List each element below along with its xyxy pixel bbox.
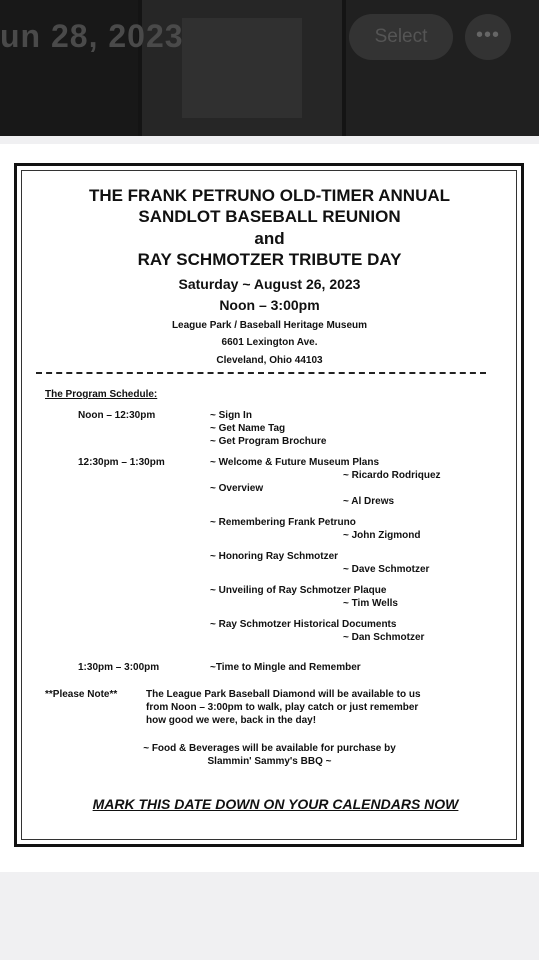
schedule-speaker: ~ Tim Wells — [343, 598, 398, 609]
event-venue: League Park / Baseball Heritage Museum — [171, 320, 368, 331]
food-note: ~ Food & Beverages will be available for purchase by — [143, 743, 396, 754]
select-button[interactable]: Select — [349, 14, 453, 60]
date-title: un 28, 2023 — [0, 18, 184, 54]
divider — [36, 372, 486, 374]
schedule-heading: The Program Schedule: — [45, 389, 158, 400]
thumbnail-image — [182, 18, 302, 118]
schedule-item: ~Time to Mingle and Remember — [210, 662, 361, 673]
flyer-title-and: and — [254, 229, 285, 248]
schedule-time: 1:30pm – 3:00pm — [78, 662, 160, 673]
event-date: Saturday ~ August 26, 2023 — [178, 276, 361, 292]
schedule-speaker: ~ Dan Schmotzer — [343, 632, 425, 643]
schedule-item: ~ Remembering Frank Petruno — [210, 517, 356, 528]
event-time: Noon – 3:00pm — [219, 297, 320, 313]
schedule-time: Noon – 12:30pm — [78, 410, 156, 421]
more-options-icon[interactable]: ••• — [465, 14, 511, 60]
note-text: The League Park Baseball Diamond will be available to us — [146, 689, 421, 700]
calendar-reminder: MARK THIS DATE DOWN ON YOUR CALENDARS NOW — [92, 796, 459, 812]
flyer-title-line3: RAY SCHMOTZER TRIBUTE DAY — [137, 250, 402, 269]
flyer-title-line1: THE FRANK PETRUNO OLD-TIMER ANNUAL — [88, 186, 451, 205]
schedule-item: ~ Unveiling of Ray Schmotzer Plaque — [210, 585, 387, 596]
note-label: **Please Note** — [45, 689, 118, 700]
schedule-speaker: ~ Ricardo Rodriquez — [343, 470, 441, 481]
schedule-item: ~ Overview — [210, 483, 264, 494]
schedule-time: 12:30pm – 1:30pm — [78, 457, 165, 468]
schedule-item: ~ Welcome & Future Museum Plans — [210, 457, 380, 468]
note-text: from Noon – 3:00pm to walk, play catch or just remember — [146, 702, 419, 713]
schedule-item: ~ Sign In — [210, 410, 252, 421]
schedule-item: ~ Get Name Tag — [210, 423, 286, 434]
event-address: 6601 Lexington Ave. — [221, 337, 318, 348]
schedule-item: ~ Honoring Ray Schmotzer — [210, 551, 339, 562]
flyer-inner-border — [21, 170, 517, 840]
event-city: Cleveland, Ohio 44103 — [216, 355, 323, 366]
food-vendor: Slammin' Sammy's BBQ ~ — [207, 756, 332, 767]
photo-strip-header — [0, 0, 539, 136]
schedule-speaker: ~ Al Drews — [343, 496, 395, 507]
schedule-speaker: ~ John Zigmond — [343, 530, 421, 541]
schedule-speaker: ~ Dave Schmotzer — [343, 564, 430, 575]
note-text: how good we were, back in the day! — [146, 715, 317, 726]
schedule-item: ~ Ray Schmotzer Historical Documents — [210, 619, 397, 630]
flyer-title-line2: SANDLOT BASEBALL REUNION — [138, 207, 401, 226]
schedule-item: ~ Get Program Brochure — [210, 436, 327, 447]
